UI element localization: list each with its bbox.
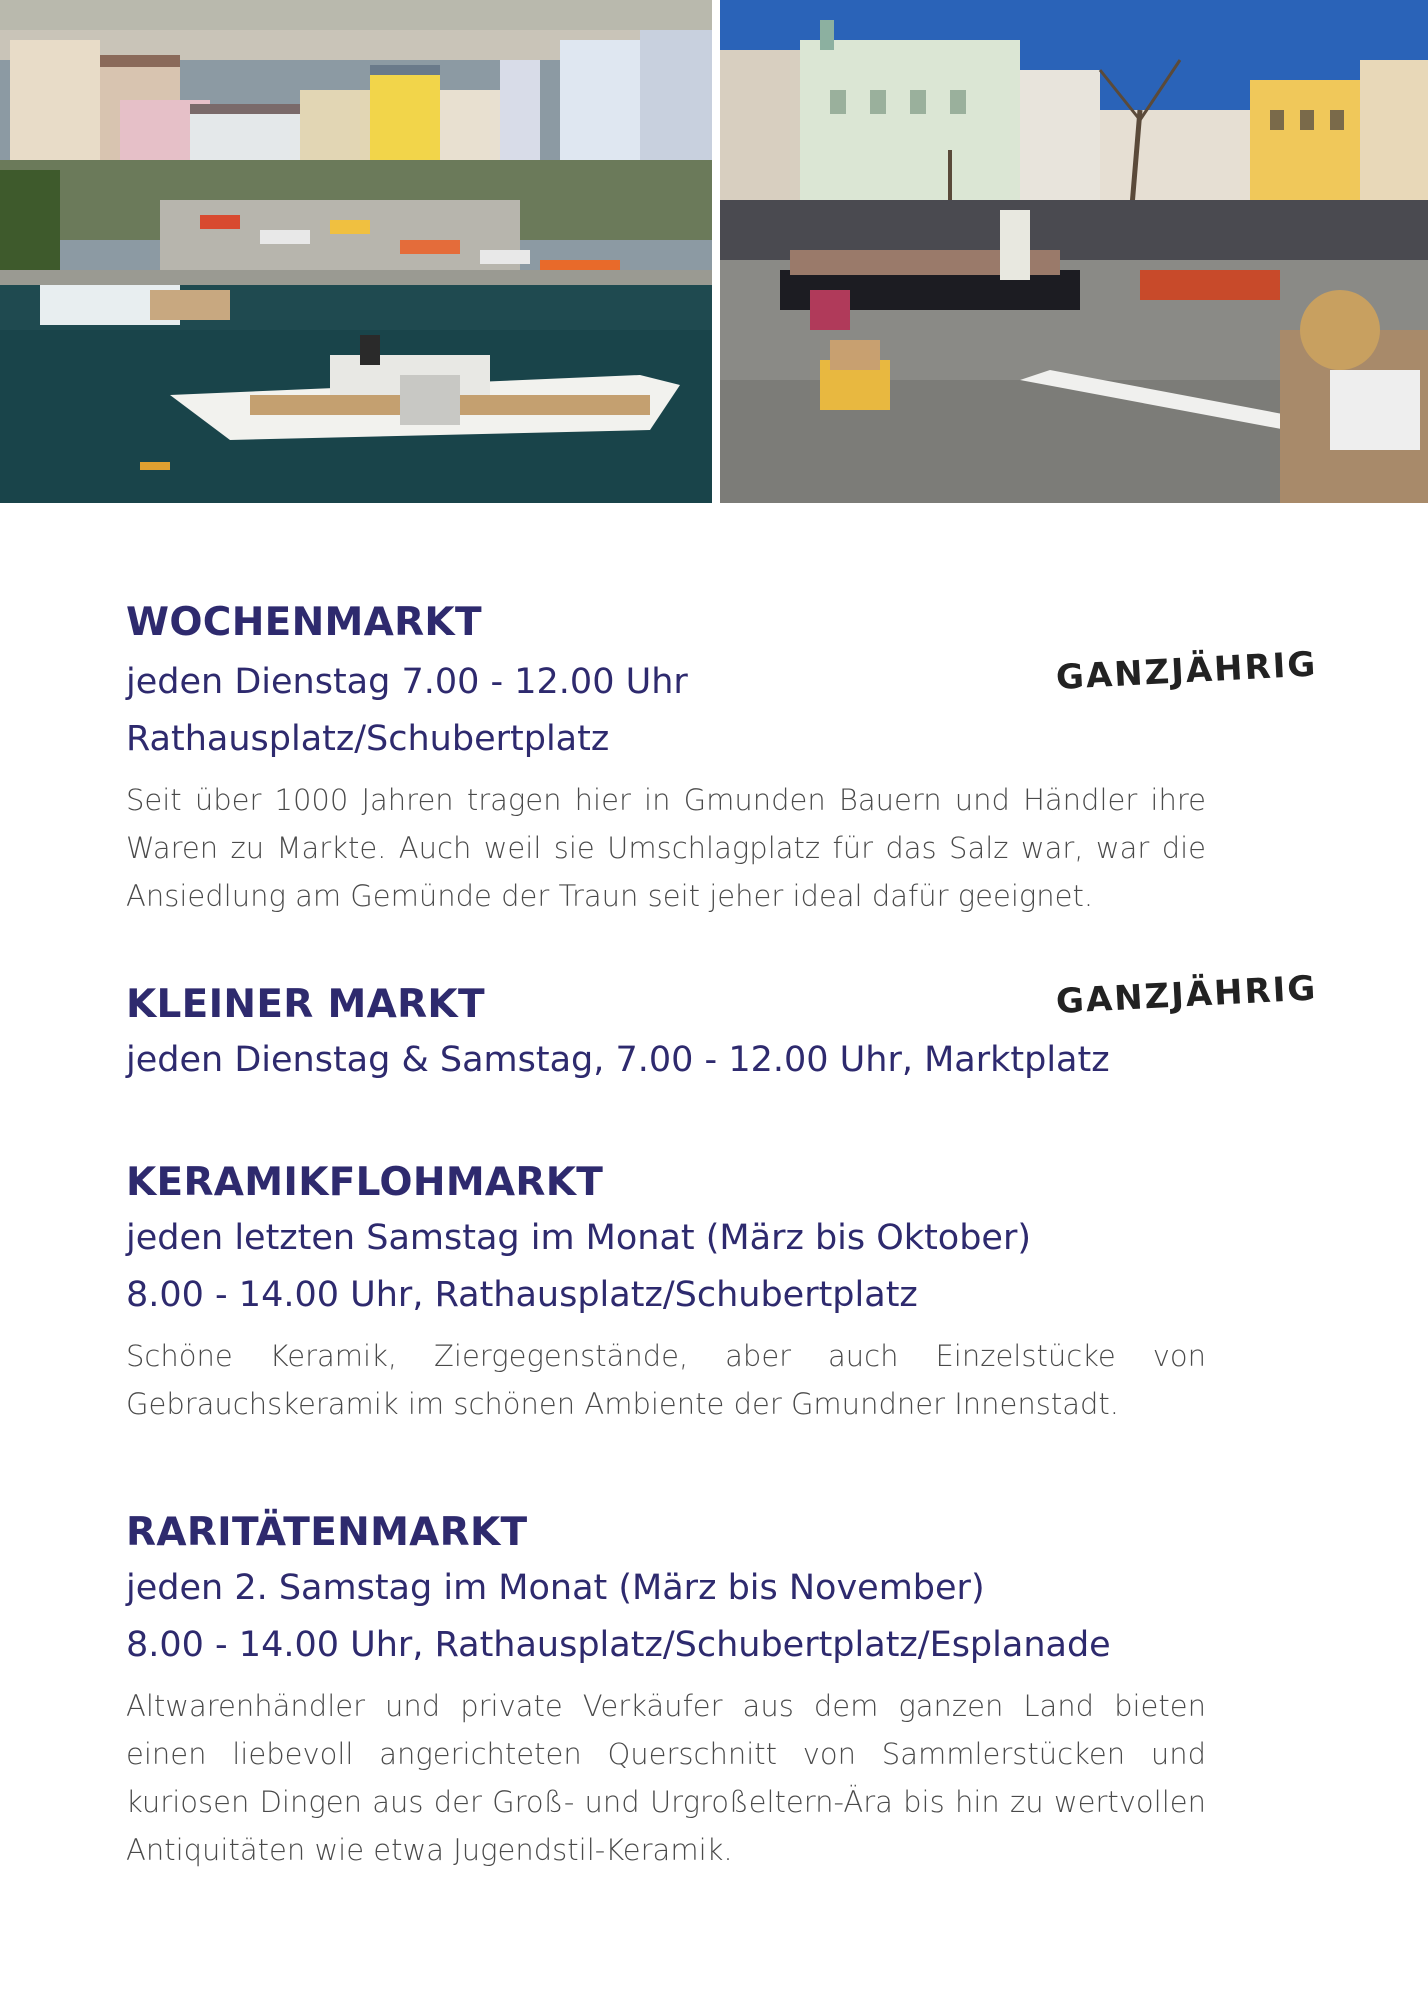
section-wochenmarkt — [126, 600, 1319, 920]
section-schedule: jeden Dienstag & Samstag, 7.00 - 12.00 Uhr, Marktplatz — [126, 1040, 1110, 1080]
section-description: Schöne Keramik, Ziergegenstände, aber auch Einzelstücke von Gebrauchskeramik im schönen Ambiente der Gmundner Innenstadt. — [126, 1339, 1206, 1421]
section-schedule: jeden letzten Samstag im Monat (März bis Oktober) — [126, 1218, 1032, 1258]
section-heading: RARITÄTENMARKT — [126, 1510, 528, 1555]
section-kleiner-markt — [126, 968, 1319, 1089]
section-location: 8.00 - 14.00 Uhr, Rathausplatz/Schubertplatz — [126, 1275, 918, 1315]
year-round-badge: GANZJÄHRIG — [1054, 644, 1319, 698]
section-schedule: jeden Dienstag 7.00 - 12.00 Uhr — [126, 662, 688, 702]
harbor-townscape-illustration — [0, 0, 712, 503]
section-description: Seit über 1000 Jahren tragen hier in Gmunden Bauern und Händler ihre Waren zu Markte. Auch weil sie Umschlagplatz für das Salz war, war die Ansiedlung am Gemünde der Traun seit jeher ideal dafür geeignet. — [126, 783, 1206, 913]
market-square-illustration — [720, 0, 1428, 503]
section-schedule: jeden 2. Samstag im Monat (März bis November) — [126, 1568, 985, 1608]
market-square-photo — [720, 0, 1428, 503]
section-description: Altwarenhändler und private Verkäufer aus dem ganzen Land bieten einen liebevoll angerichteten Querschnitt von Sammlerstücken und kuriosen Dingen aus der Groß- und Urgroßeltern-Ära bis hin zu wertvollen Antiquitäten wie etwa Jugendstil-Keramik. — [126, 1689, 1206, 1867]
section-keramikflohmarkt — [126, 1160, 1216, 1428]
section-raritaetenmarkt — [126, 1510, 1216, 1874]
year-round-badge: GANZJÄHRIG — [1054, 968, 1319, 1022]
harbor-townscape-photo — [0, 0, 712, 503]
section-heading: KERAMIKFLOHMARKT — [126, 1160, 604, 1205]
section-heading: KLEINER MARKT — [126, 982, 485, 1027]
section-heading: WOCHENMARKT — [126, 600, 482, 645]
section-location: Rathausplatz/Schubertplatz — [126, 719, 610, 759]
section-location: 8.00 - 14.00 Uhr, Rathausplatz/Schubertplatz/Esplanade — [126, 1625, 1111, 1665]
